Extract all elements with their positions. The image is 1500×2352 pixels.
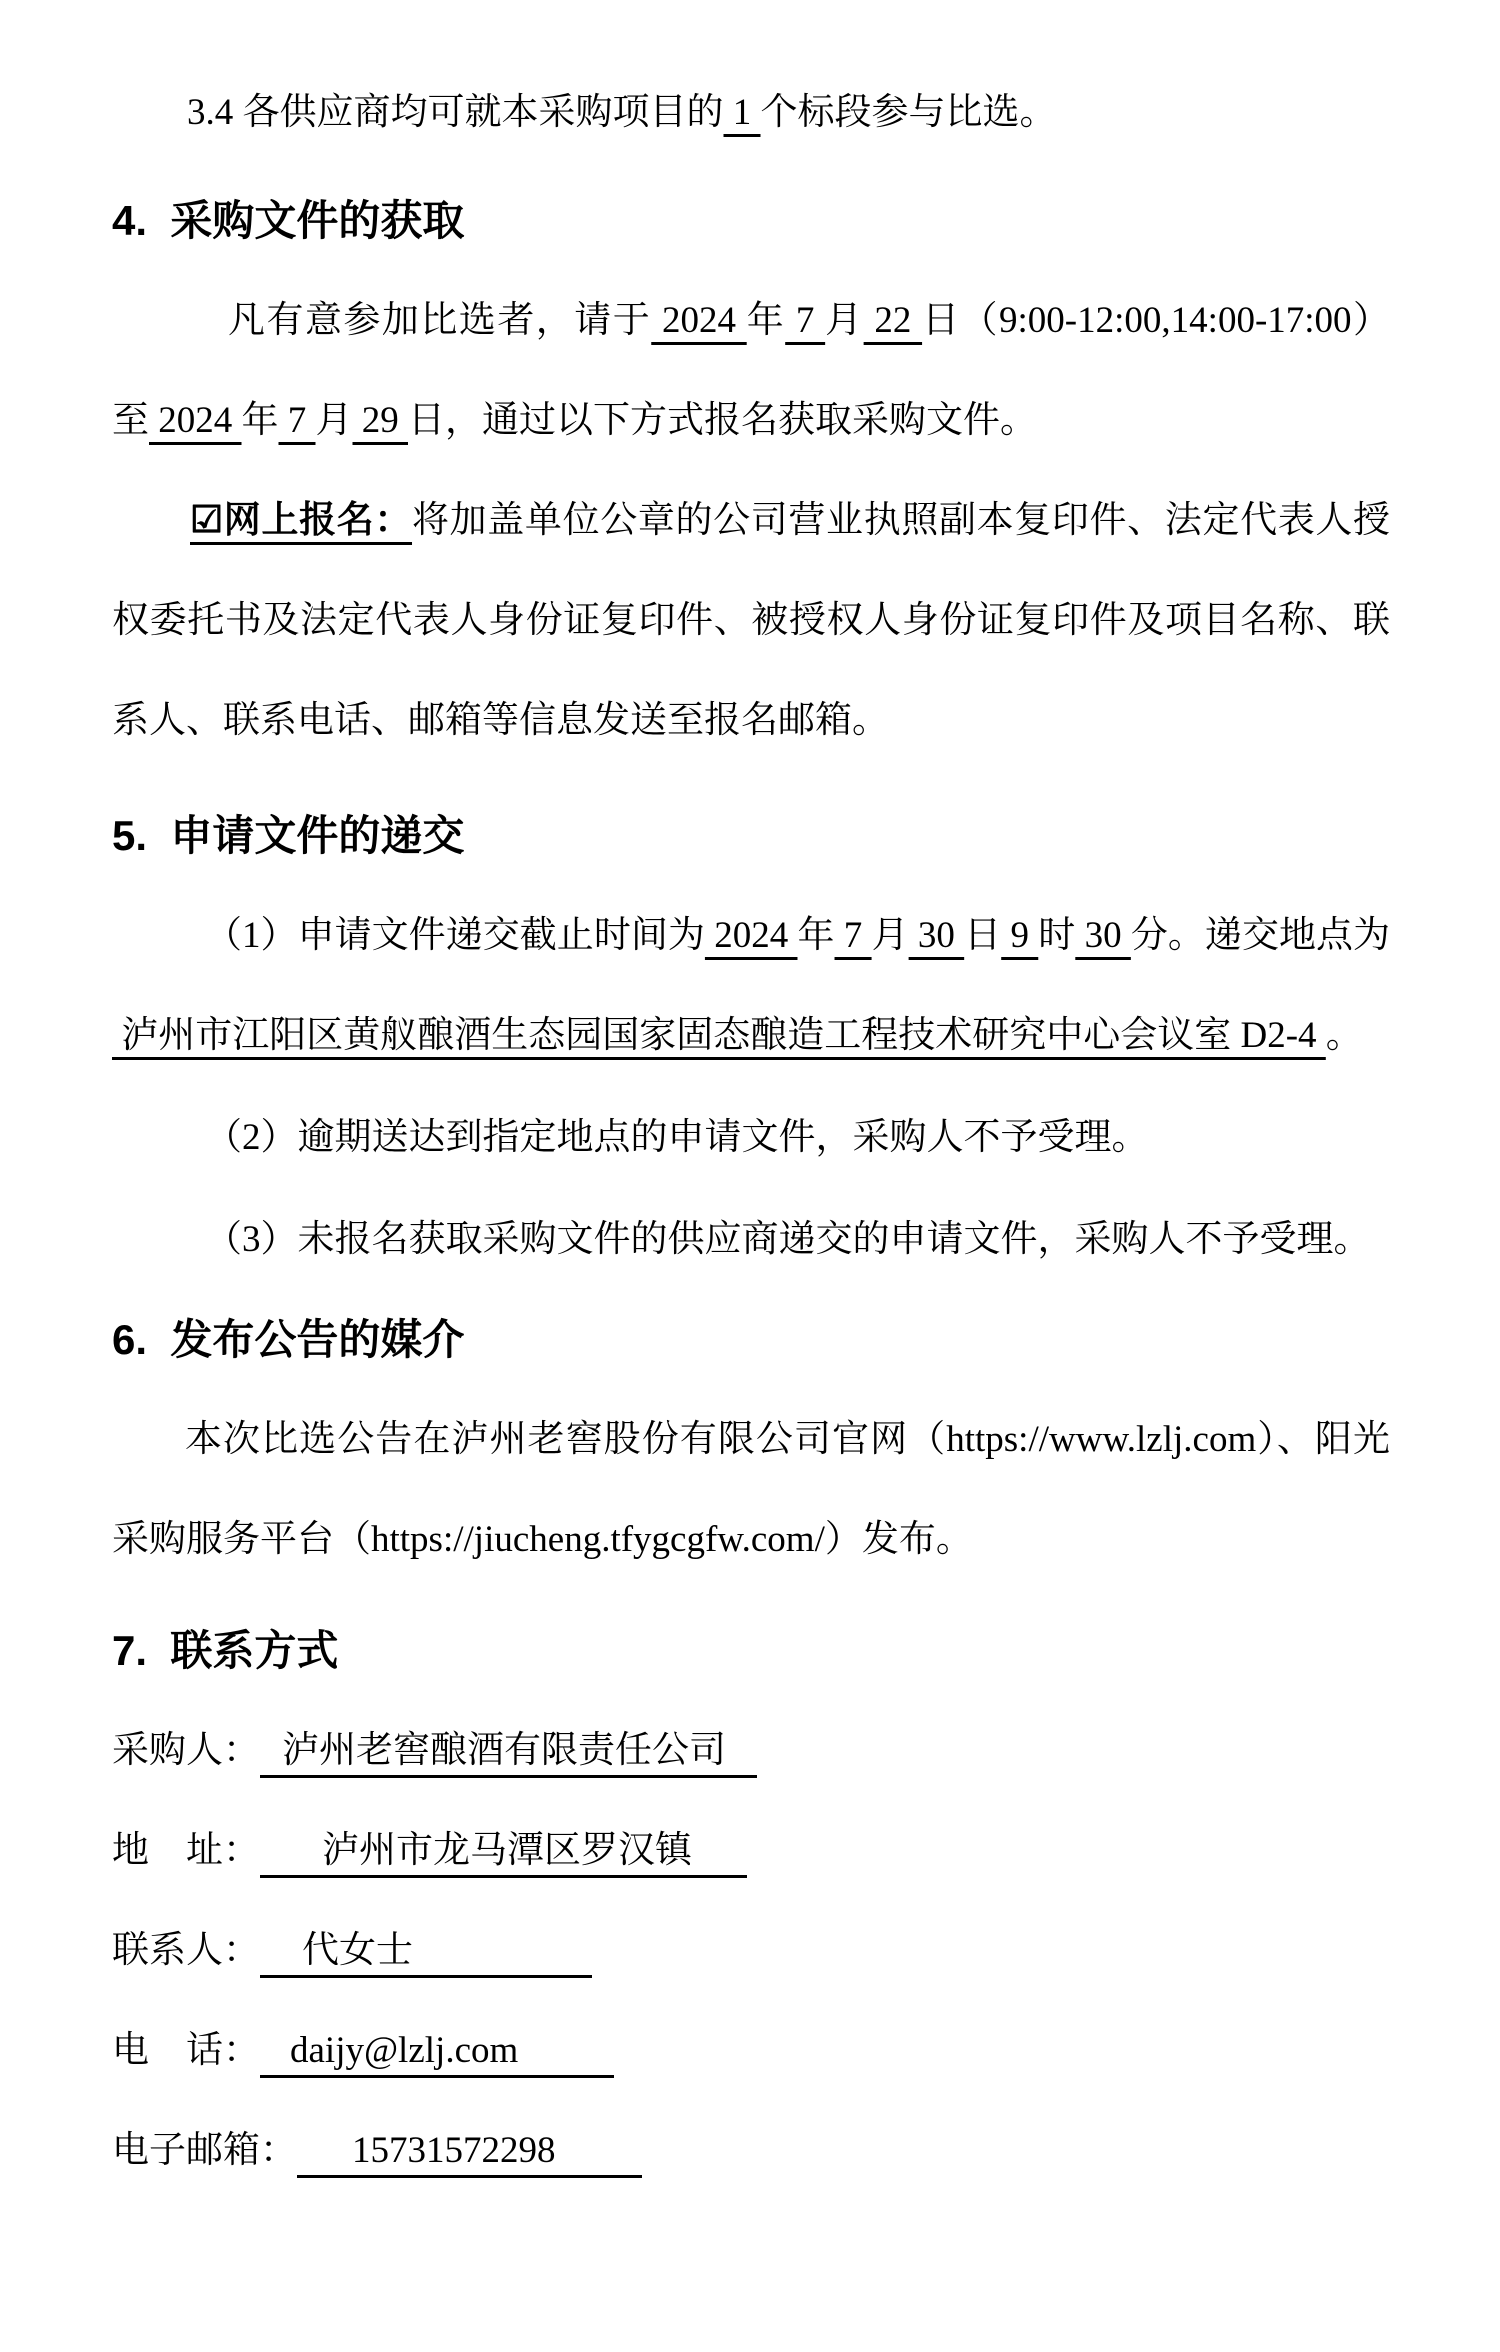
contact-person-label: 联系人： (112, 1930, 260, 1971)
deadline-text-4: 日 (964, 915, 1002, 956)
deadline-text-7: 。 (1325, 1015, 1363, 1056)
obtain-text-1: 凡有意参加比选者，请于 (228, 300, 652, 341)
contact-address-row (112, 1801, 1390, 1901)
clause-3-4-text-after: 个标段参与比选。 (760, 92, 1057, 133)
online-registration-checkbox-label: ☑网上报名： (190, 500, 413, 541)
lot-count-blank: 1 (723, 92, 761, 133)
deadline-text-6: 分。递交地点为 (1130, 915, 1391, 956)
deadline-text-1: （1）申请文件递交截止时间为 (205, 915, 705, 956)
online-registration-body: 将加盖单位公章的公司营业执照副本复印件、法定代表人授权委托书及法定代表人身份证复印件、被授权人身份证复印件及项目名称、联系人、联系电话、邮箱等信息发送至报名邮箱。 (112, 500, 1391, 741)
address-label: 地 址： (112, 1830, 260, 1871)
deadline-hour-blank: 9 (1001, 915, 1039, 956)
section-4-heading: 4. 采购文件的获取 (112, 197, 465, 244)
deadline-day-blank: 30 (908, 915, 965, 956)
section-5-heading: 5. 申请文件的递交 (112, 812, 465, 859)
document-obtain-paragraph (112, 271, 1390, 471)
online-registration-paragraph (112, 471, 1390, 771)
obtain-text-7: 日，通过以下方式报名获取采购文件。 (408, 400, 1037, 441)
email-value-blank: 15731572298 (297, 2128, 642, 2178)
obtain-text-2: 年 (746, 300, 786, 341)
address-value-blank: 泸州市龙马潭区罗汉镇 (260, 1828, 747, 1878)
submission-place-blank: 泸州市江阳区黄舣酿酒生态园国家固态酿造工程技术研究中心会议室 D2-4 (112, 1015, 1326, 1056)
deadline-text-2: 年 (797, 915, 835, 956)
contact-email-row (112, 2101, 1390, 2201)
deadline-month-blank: 7 (834, 915, 872, 956)
phone-label: 电 话： (112, 2030, 260, 2071)
submission-deadline-paragraph (112, 886, 1390, 1086)
obtain-text-6: 月 (315, 400, 353, 441)
email-label: 电子邮箱： (112, 2130, 297, 2171)
start-month-blank: 7 (785, 300, 826, 341)
phone-value-blank: daijy@lzlj.com (260, 2028, 614, 2078)
obtain-text-5: 年 (241, 400, 279, 441)
start-day-blank: 22 (863, 300, 923, 341)
purchaser-value-blank: 泸州老窖酿酒有限责任公司 (260, 1728, 757, 1778)
unregistered-paragraph: （3）未报名获取采购文件的供应商递交的申请文件，采购人不予受理。 (205, 1219, 1371, 1260)
contact-phone-row (112, 2001, 1390, 2101)
section-6-heading: 6. 发布公告的媒介 (112, 1316, 465, 1363)
clause-3-4 (112, 63, 1390, 163)
section-7-heading: 7. 联系方式 (112, 1627, 339, 1674)
end-year-blank: 2024 (149, 400, 242, 441)
obtain-text-4: 日（9:00-12:00,14:00-17:00）至 (112, 300, 1391, 441)
obtain-text-3: 月 (825, 300, 864, 341)
contact-purchaser-row (112, 1701, 1390, 1801)
deadline-text-3: 月 (871, 915, 909, 956)
deadline-minute-blank: 30 (1075, 915, 1131, 956)
end-month-blank: 7 (278, 400, 316, 441)
contact-person-row (112, 1901, 1390, 2001)
deadline-text-5: 时 (1038, 915, 1076, 956)
clause-3-4-text-before: 3.4 各供应商均可就本采购项目的 (187, 92, 724, 133)
overdue-paragraph: （2）逾期送达到指定地点的申请文件，采购人不予受理。 (205, 1117, 1149, 1158)
purchaser-label: 采购人： (112, 1730, 260, 1771)
start-year-blank: 2024 (651, 300, 747, 341)
deadline-year-blank: 2024 (704, 915, 798, 956)
contact-person-value-blank: 代女士 (260, 1928, 592, 1978)
end-day-blank: 29 (352, 400, 408, 441)
announcement-media-paragraph: 本次比选公告在泸州老窖股份有限公司官网（https://www.lzlj.com）、阳光采购服务平台（https://jiucheng.tfygcgfw.com/）发布。 (112, 1419, 1390, 1560)
